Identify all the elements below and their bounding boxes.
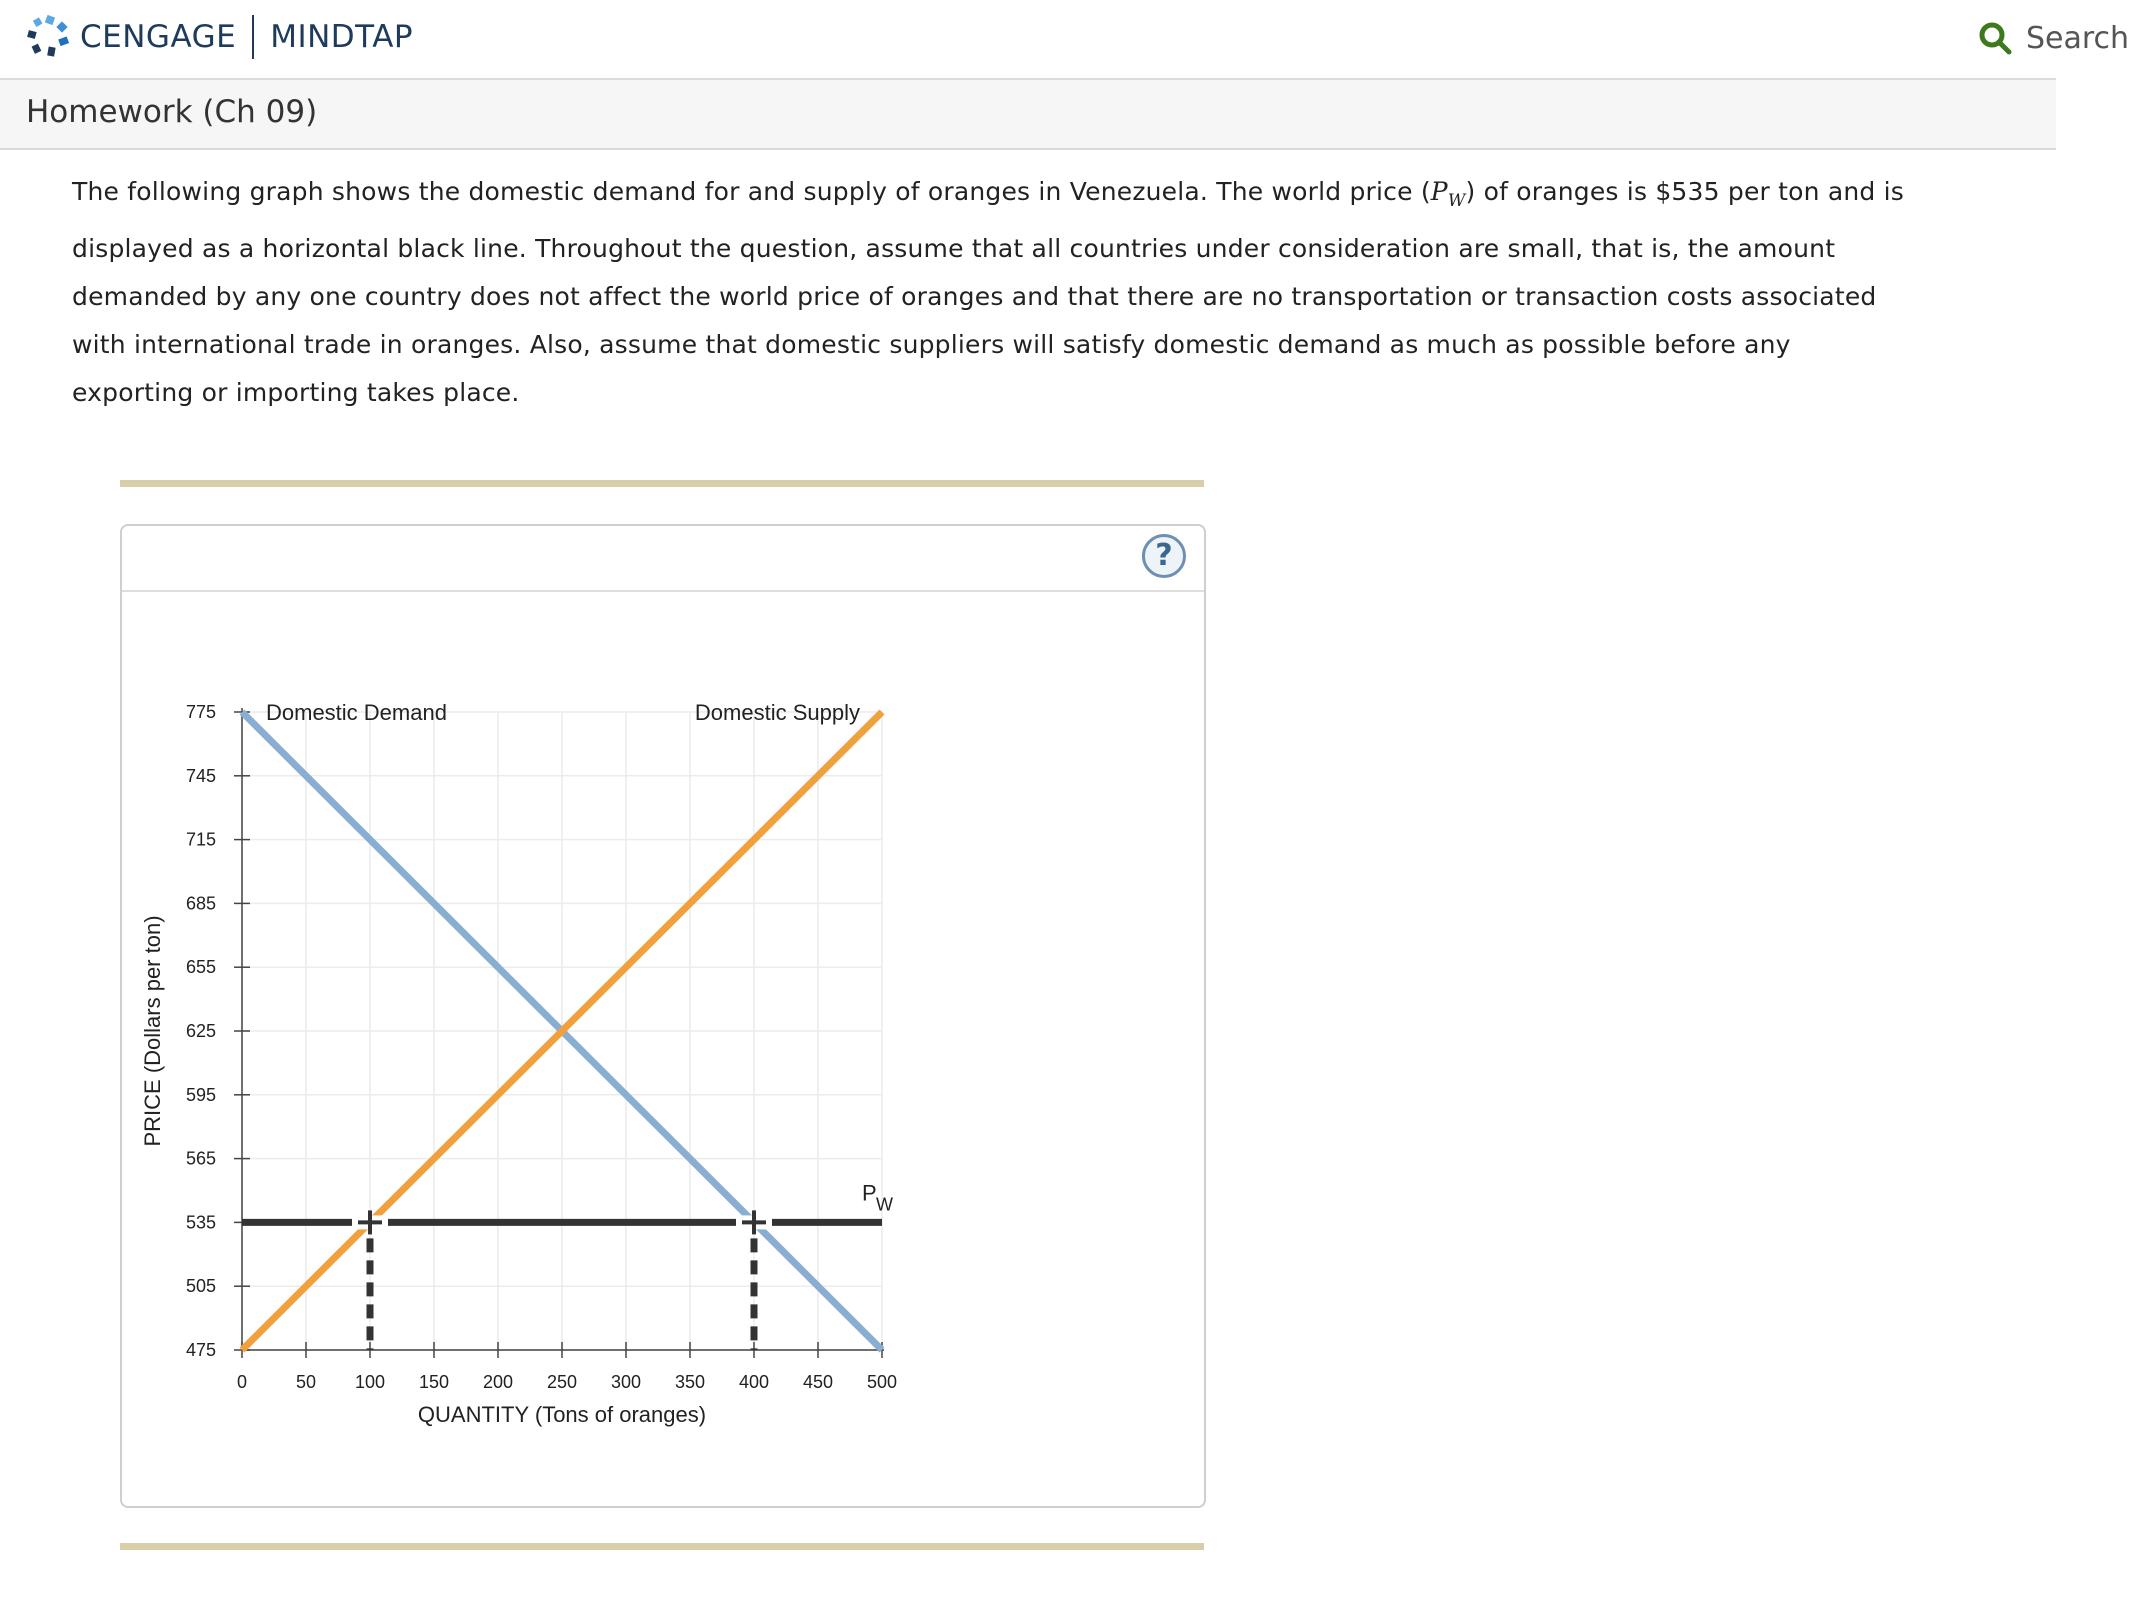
y-axis-label: PRICE (Dollars per ton)	[140, 915, 165, 1147]
x-tick-label-50: 50	[295, 1372, 317, 1392]
brand-logo[interactable]	[24, 14, 413, 60]
question-text-part1: The following graph shows the domestic demand for and supply of oranges in Venezuela. The world price (	[72, 177, 1431, 206]
y-tick-label-625: 625	[185, 1021, 216, 1041]
y-tick-label-595: 595	[185, 1084, 216, 1105]
world-price-label-sub: W	[876, 1194, 893, 1215]
question-text-part2: ) of oranges is $535 per ton and is displayed as a horizontal black line. Throughout the question, assume that all countries under consideration are small, that is, the amount demanded by any one country does not affect the world price of oranges and that there are no transportation or transaction costs associated with international trade in oranges. Also, assume that domestic suppliers will satisfy domestic demand as much as possible before any exporting or importing takes place.	[72, 177, 1905, 407]
y-tick-label-715: 715	[185, 829, 216, 850]
search-label: Search	[2026, 20, 2129, 56]
search-icon	[1978, 21, 2012, 55]
y-tick-label-535: 535	[185, 1212, 216, 1233]
x-tick-label-400: 400	[738, 1372, 770, 1392]
x-tick-label-0: 0	[236, 1372, 248, 1392]
top-bar	[0, 0, 2129, 80]
world-price-label: P	[862, 1180, 877, 1206]
supply-demand-chart	[122, 526, 1204, 1506]
help-button[interactable]: ?	[1142, 534, 1186, 578]
product-name: MINDTAP	[270, 19, 414, 55]
x-tick-label-300: 300	[610, 1372, 642, 1392]
y-tick-label-655: 655	[185, 957, 216, 978]
brand-name: CENGAGE	[80, 19, 237, 55]
world-price-symbol-sub: W	[1447, 191, 1466, 211]
world-price-symbol-p: P	[1430, 177, 1448, 206]
section-rule-bottom	[120, 1543, 1204, 1550]
world-price-symbol	[1430, 177, 1466, 211]
search-button[interactable]	[1978, 16, 2129, 60]
x-tick-label-350: 350	[674, 1372, 706, 1392]
x-tick-label-250: 250	[546, 1372, 578, 1392]
x-tick-label-150: 150	[418, 1372, 450, 1392]
page-title: Homework (Ch 09)	[26, 94, 318, 130]
brand-separator	[252, 15, 254, 59]
page-title-bar	[0, 80, 2056, 150]
y-tick-label-685: 685	[185, 893, 216, 914]
question-text	[72, 168, 1912, 417]
y-tick-label-565: 565	[185, 1148, 216, 1169]
cengage-logo-icon	[24, 14, 72, 60]
x-tick-label-500: 500	[866, 1372, 898, 1392]
y-tick-label-775: 775	[185, 702, 216, 722]
x-tick-label-200: 200	[482, 1372, 514, 1392]
x-tick-label-450: 450	[802, 1372, 834, 1392]
domestic-supply-label: Domestic Supply	[694, 700, 860, 725]
graph-panel	[120, 524, 1206, 1508]
y-tick-label-475: 475	[185, 1340, 216, 1360]
x-tick-label-100: 100	[354, 1372, 386, 1392]
section-rule-top	[120, 480, 1204, 487]
y-tick-label-505: 505	[185, 1276, 216, 1297]
y-tick-label-745: 745	[185, 765, 216, 786]
domestic-demand-label: Domestic Demand	[266, 700, 447, 725]
x-axis-label: QUANTITY (Tons of oranges)	[417, 1402, 707, 1427]
